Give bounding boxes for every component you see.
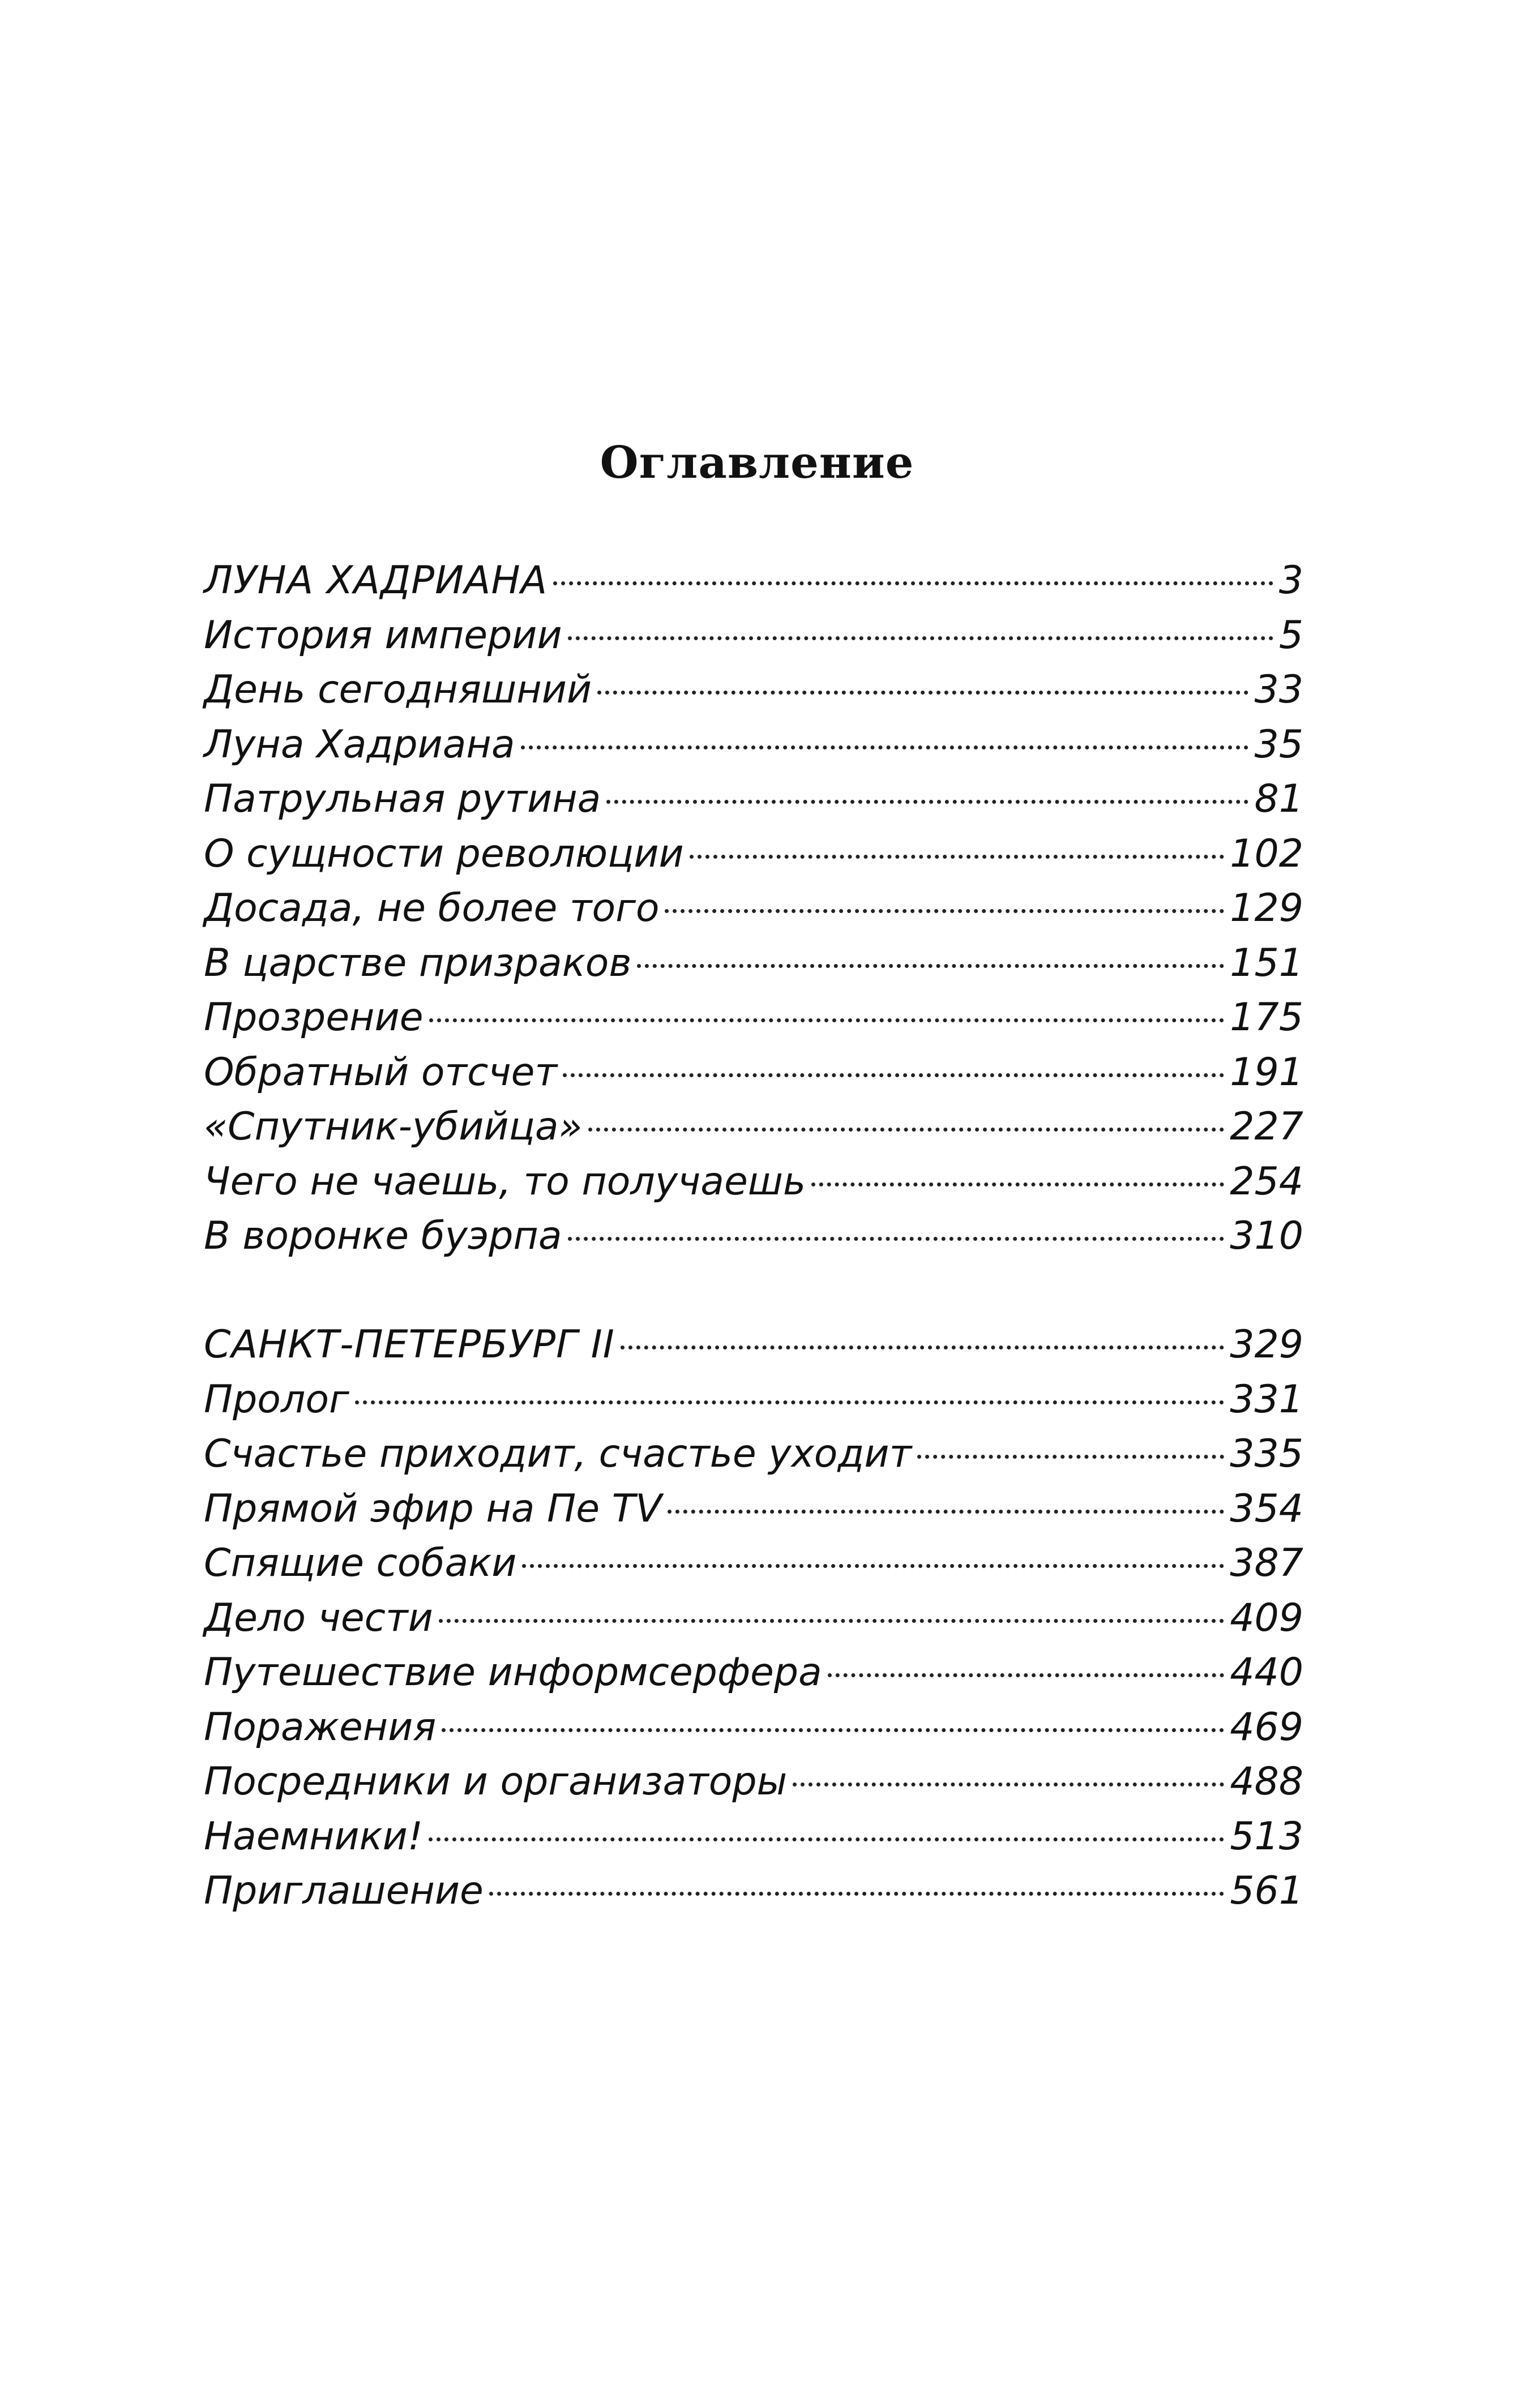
toc-entry-page: 129 [1230, 886, 1303, 931]
dot-leader [621, 1346, 1224, 1349]
dot-leader [553, 581, 1273, 585]
toc-entry-page: 561 [1230, 1869, 1303, 1913]
toc-entry-page: 488 [1230, 1759, 1303, 1804]
toc-entry-page: 35 [1254, 722, 1303, 767]
toc-entry [204, 718, 1303, 773]
toc-entry-page: 409 [1230, 1595, 1303, 1640]
dot-leader [355, 1400, 1225, 1404]
dot-leader [442, 1728, 1224, 1732]
toc-entry [204, 1100, 1303, 1155]
toc-entry-page: 254 [1230, 1159, 1303, 1204]
toc-entry-page: 331 [1230, 1377, 1303, 1422]
toc-entry-title: «Спутник-убийца» [204, 1104, 583, 1149]
toc-entry [204, 827, 1303, 882]
dot-leader [563, 1073, 1224, 1077]
toc-entry-title: День сегодняшний [204, 667, 592, 712]
toc-entry [204, 1755, 1303, 1810]
dot-leader [793, 1783, 1224, 1786]
toc-entry-title: Посредники и организаторы [204, 1759, 788, 1804]
toc-heading: Оглавление [600, 437, 914, 489]
dot-leader [568, 1237, 1225, 1241]
toc-entry-page: 310 [1230, 1214, 1303, 1258]
toc-entry-title: САНКТ-ПЕТЕРБУРГ II [204, 1322, 615, 1367]
dot-leader [690, 855, 1224, 859]
toc-entry-title: В царстве призраков [204, 940, 632, 986]
toc-entry-title: История империи [204, 612, 562, 658]
toc-entry [204, 1591, 1303, 1646]
toc-entry-page: 469 [1230, 1704, 1303, 1750]
toc-entry-title: Спящие собаки [204, 1541, 517, 1586]
toc-section-part-1 [204, 554, 1303, 1264]
toc-entry-title: Прямой эфир на Пе TV [204, 1486, 662, 1531]
toc-entry-page: 227 [1230, 1104, 1303, 1149]
dot-leader [429, 1837, 1224, 1841]
dot-leader [568, 636, 1273, 640]
toc-entry-title: Чего не чаешь, то получаешь [204, 1159, 806, 1204]
dot-leader [588, 1128, 1225, 1132]
toc-entry-title: Прозрение [204, 995, 424, 1040]
toc-entry [204, 991, 1303, 1046]
toc-entry-title: Луна Хадриана [204, 722, 515, 767]
toc-entry-page: 440 [1230, 1650, 1303, 1695]
toc-entry-title: Счастье приходит, счастье уходит [204, 1432, 912, 1476]
toc-entry-page: 151 [1230, 940, 1303, 986]
toc-entry [204, 1373, 1303, 1428]
toc-entry-page: 335 [1230, 1432, 1303, 1476]
toc-entry-title: О сущности революции [204, 831, 684, 876]
dot-leader [637, 964, 1224, 968]
toc-entry [204, 772, 1303, 827]
toc-entry-title: Дело чести [204, 1595, 433, 1640]
toc-entry-page: 81 [1254, 777, 1303, 821]
toc-entry-page: 3 [1278, 558, 1303, 603]
toc-entry-page: 513 [1230, 1814, 1303, 1859]
toc-entry-title: Путешествие информсерфера [204, 1650, 822, 1695]
toc-entry [204, 1536, 1303, 1591]
toc-entry [204, 1046, 1303, 1100]
dot-leader [429, 1018, 1225, 1022]
toc-part-title [204, 1318, 1303, 1373]
toc-entry [204, 1155, 1303, 1210]
toc-entry [204, 1864, 1303, 1919]
dot-leader [668, 1510, 1224, 1514]
toc-section-part-2 [204, 1318, 1303, 1919]
toc-entry-title: В воронке буэрпа [204, 1214, 562, 1258]
dot-leader [489, 1892, 1224, 1896]
toc-entry-page: 354 [1230, 1486, 1303, 1531]
dot-leader [439, 1619, 1224, 1623]
dot-leader [606, 800, 1248, 804]
dot-leader [665, 909, 1224, 913]
toc-entry-title: Обратный отсчет [204, 1049, 558, 1095]
toc-entry-page: 102 [1230, 831, 1303, 876]
dot-leader [521, 745, 1249, 749]
toc-entry-title: Пролог [204, 1377, 349, 1422]
toc-entry-title: Досада, не более того [204, 886, 660, 931]
toc-entry-page: 5 [1278, 612, 1303, 658]
toc-entry-page: 33 [1254, 667, 1303, 712]
toc-entry [204, 1700, 1303, 1755]
toc-entry-title: Патрульная рутина [204, 777, 601, 821]
toc-entry-title: Наемники! [204, 1814, 424, 1859]
toc-entry [204, 663, 1303, 718]
toc-entry [204, 1209, 1303, 1264]
toc-part-title [204, 554, 1303, 609]
dot-leader [597, 691, 1248, 695]
toc-entry-title: Приглашение [204, 1869, 484, 1913]
toc-entry [204, 1646, 1303, 1700]
dot-leader [828, 1673, 1225, 1677]
toc-entry [204, 936, 1303, 991]
toc-entry-page: 191 [1230, 1049, 1303, 1095]
dot-leader [811, 1182, 1224, 1186]
toc-entry-page: 329 [1230, 1322, 1303, 1367]
toc-entry [204, 1810, 1303, 1865]
toc-entry [204, 881, 1303, 936]
toc-entry-page: 175 [1230, 995, 1303, 1040]
toc-entry [204, 1482, 1303, 1537]
toc-entry-title: ЛУНА ХАДРИАНА [204, 558, 548, 603]
dot-leader [522, 1564, 1224, 1568]
toc-entry [204, 609, 1303, 663]
toc-entry-title: Поражения [204, 1704, 437, 1750]
dot-leader [917, 1455, 1224, 1459]
toc-entry-page: 387 [1230, 1541, 1303, 1586]
toc-entry [204, 1427, 1303, 1482]
